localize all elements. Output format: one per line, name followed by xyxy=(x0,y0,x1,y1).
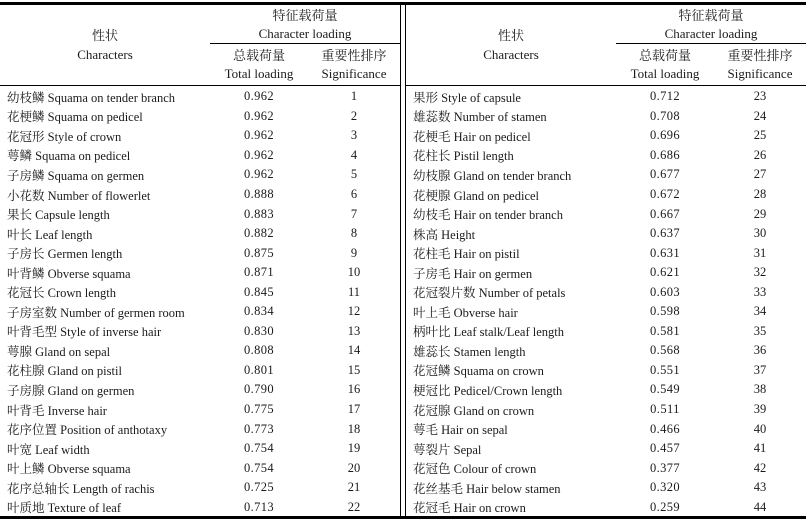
subheaders xyxy=(210,44,400,85)
character-name-cell: 花柱毛 Hair on pistil xyxy=(413,247,520,262)
character-name-cell: 花梗鳞 Squama on pedicel xyxy=(7,110,143,125)
significance-rank-cell: 17 xyxy=(347,402,361,417)
character-name-cell: 花冠长 Crown length xyxy=(7,286,117,301)
total-loading-cell: 0.845 xyxy=(243,284,275,299)
total-loading-cell: 0.551 xyxy=(649,362,681,377)
character-name-cell: 幼枝鳞 Squama on tender branch xyxy=(7,90,176,105)
total-loading-cell: 0.875 xyxy=(243,245,275,260)
significance-rank-cell: 3 xyxy=(350,128,358,143)
loading-header-zh: 特征载荷量 xyxy=(272,8,338,23)
total-loading-cell: 0.834 xyxy=(243,304,275,319)
total-loading-header-en: Total loading xyxy=(630,65,700,81)
significance-rank-cell: 24 xyxy=(753,108,767,123)
table-row xyxy=(406,497,806,517)
significance-rank-cell: 34 xyxy=(753,304,767,319)
significance-rank-cell: 32 xyxy=(753,265,767,280)
total-loading-cell: 0.672 xyxy=(649,187,681,201)
character-name-cell: 果长 Capsule length xyxy=(7,208,110,223)
significance-rank-cell: 18 xyxy=(347,421,361,436)
table-body-left xyxy=(0,86,400,517)
character-name-cell: 梗冠比 Pedicel/Crown length xyxy=(413,383,563,398)
character-name-cell: 叶背毛型 Style of inverse hair xyxy=(7,325,162,340)
character-name-cell: 花冠鳞 Squama on crown xyxy=(413,364,544,379)
table-row xyxy=(406,107,806,127)
character-name-cell: 花序位置 Position of anthotaxy xyxy=(7,423,168,438)
character-name-cell: 果形 Style of capsule xyxy=(413,90,521,105)
table-row xyxy=(0,146,400,166)
character-loading-group-header xyxy=(210,5,400,44)
significance-rank-cell: 8 xyxy=(350,226,358,241)
character-name-cell: 花梗毛 Hair on pedicel xyxy=(413,129,531,144)
total-loading-cell: 0.686 xyxy=(649,147,681,162)
total-loading-header-zh: 总载荷量 xyxy=(232,47,285,63)
significance-rank-cell: 1 xyxy=(350,89,358,104)
character-name-cell: 叶宽 Leaf width xyxy=(7,442,90,457)
total-loading-cell: 0.667 xyxy=(649,206,681,221)
table-header-right xyxy=(406,5,806,86)
significance-rank-cell: 7 xyxy=(350,206,358,221)
total-loading-cell: 0.259 xyxy=(649,499,681,514)
table-row xyxy=(406,185,806,205)
total-loading-cell: 0.696 xyxy=(649,128,681,143)
characters-header-zh: 性状 xyxy=(497,28,524,43)
total-loading-cell: 0.713 xyxy=(243,499,275,514)
total-loading-cell: 0.637 xyxy=(649,226,681,241)
table-row xyxy=(0,87,400,107)
total-loading-cell: 0.888 xyxy=(243,187,275,201)
total-loading-cell: 0.725 xyxy=(243,480,275,495)
character-name-cell: 萼腺 Gland on sepal xyxy=(7,344,111,359)
table-row xyxy=(406,400,806,420)
table-row xyxy=(406,146,806,166)
table-row xyxy=(406,204,806,224)
table-row xyxy=(0,322,400,342)
total-loading-cell: 0.708 xyxy=(649,108,681,123)
character-name-cell: 花丝基毛 Hair below stamen xyxy=(413,481,561,496)
table-row xyxy=(406,361,806,381)
significance-rank-cell: 29 xyxy=(753,206,767,221)
significance-header-en: Significance xyxy=(321,65,387,81)
character-name-cell: 叶上鳞 Obverse squama xyxy=(7,462,131,477)
significance-rank-cell: 40 xyxy=(753,421,767,436)
total-loading-cell: 0.377 xyxy=(649,460,681,475)
table-row xyxy=(0,361,400,381)
significance-rank-cell: 19 xyxy=(347,441,361,456)
column-header-significance xyxy=(308,44,400,85)
column-group-character-loading xyxy=(616,5,806,85)
character-name-cell: 子房鳞 Squama on germen xyxy=(7,168,145,183)
table-body-right xyxy=(406,86,806,517)
loading-header-zh: 特征载荷量 xyxy=(678,8,744,23)
table-row xyxy=(0,419,400,439)
total-loading-cell: 0.808 xyxy=(243,343,275,358)
table-row xyxy=(0,497,400,517)
significance-rank-cell: 14 xyxy=(347,343,361,358)
total-loading-cell: 0.962 xyxy=(243,167,275,182)
significance-rank-cell: 6 xyxy=(350,187,358,201)
character-name-cell: 萼毛 Hair on sepal xyxy=(413,423,508,438)
character-name-cell: 花冠毛 Hair on crown xyxy=(413,501,526,516)
table-row xyxy=(406,478,806,498)
total-loading-cell: 0.712 xyxy=(649,89,681,104)
significance-rank-cell: 44 xyxy=(753,499,767,514)
significance-rank-cell: 10 xyxy=(347,265,361,280)
total-loading-cell: 0.677 xyxy=(649,167,681,182)
table-left-half xyxy=(0,5,400,517)
character-name-cell: 子房长 Germen length xyxy=(7,247,123,262)
significance-rank-cell: 12 xyxy=(347,304,361,319)
significance-rank-cell: 2 xyxy=(350,108,358,123)
table-row xyxy=(0,204,400,224)
total-loading-cell: 0.883 xyxy=(243,206,275,221)
total-loading-cell: 0.801 xyxy=(243,362,275,377)
table-row xyxy=(406,322,806,342)
significance-header-zh: 重要性排序 xyxy=(727,47,793,63)
character-name-cell: 花冠形 Style of crown xyxy=(7,129,122,144)
table-header-left xyxy=(0,5,400,86)
total-loading-cell: 0.457 xyxy=(649,441,681,456)
total-loading-cell: 0.962 xyxy=(243,89,275,104)
total-loading-cell: 0.621 xyxy=(649,265,681,280)
characters-header-zh: 性状 xyxy=(91,28,118,43)
significance-rank-cell: 25 xyxy=(753,128,767,143)
significance-rank-cell: 15 xyxy=(347,362,361,377)
total-loading-cell: 0.882 xyxy=(243,226,275,241)
table-row xyxy=(0,380,400,400)
significance-rank-cell: 38 xyxy=(753,382,767,397)
character-name-cell: 花梗腺 Gland on pedicel xyxy=(413,188,540,203)
character-name-cell: 雄蕊长 Stamen length xyxy=(413,344,526,359)
table-row xyxy=(406,263,806,283)
character-name-cell: 柄叶比 Leaf stalk/Leaf length xyxy=(413,325,564,340)
character-loading-table xyxy=(0,2,806,519)
table-row xyxy=(0,302,400,322)
significance-rank-cell: 30 xyxy=(753,226,767,241)
loading-header-en: Character loading xyxy=(664,26,758,41)
table-row xyxy=(0,400,400,420)
table-row xyxy=(0,478,400,498)
significance-header-zh: 重要性排序 xyxy=(321,47,387,63)
total-loading-cell: 0.790 xyxy=(243,382,275,397)
column-header-significance xyxy=(714,44,806,85)
total-loading-cell: 0.830 xyxy=(243,323,275,338)
characters-header-en: Characters xyxy=(77,47,133,62)
significance-rank-cell: 39 xyxy=(753,402,767,417)
total-loading-cell: 0.962 xyxy=(243,108,275,123)
table-right-half xyxy=(406,5,806,517)
total-loading-header-en: Total loading xyxy=(224,65,294,81)
column-header-characters xyxy=(406,5,616,85)
table-row xyxy=(406,302,806,322)
character-name-cell: 小花数 Number of flowerlet xyxy=(7,188,151,203)
table-row xyxy=(0,107,400,127)
significance-rank-cell: 20 xyxy=(347,460,361,475)
significance-rank-cell: 11 xyxy=(347,284,361,299)
table-row xyxy=(0,165,400,185)
table-row xyxy=(406,87,806,107)
character-name-cell: 叶质地 Texture of leaf xyxy=(7,501,122,516)
table-row xyxy=(406,282,806,302)
significance-rank-cell: 35 xyxy=(753,323,767,338)
table-row xyxy=(406,341,806,361)
character-name-cell: 叶背鳞 Obverse squama xyxy=(7,266,131,281)
table-row xyxy=(0,126,400,146)
total-loading-cell: 0.598 xyxy=(649,304,681,319)
character-name-cell: 株高 Height xyxy=(413,227,476,242)
loading-header-en: Character loading xyxy=(258,26,352,41)
significance-rank-cell: 21 xyxy=(347,480,361,495)
total-loading-header-zh: 总载荷量 xyxy=(638,47,691,63)
significance-rank-cell: 27 xyxy=(753,167,767,182)
character-name-cell: 萼鳞 Squama on pedicel xyxy=(7,149,131,164)
character-name-cell: 子房腺 Gland on germen xyxy=(7,383,135,398)
total-loading-cell: 0.962 xyxy=(243,128,275,143)
character-name-cell: 花冠腺 Gland on crown xyxy=(413,403,535,418)
significance-rank-cell: 28 xyxy=(753,187,767,201)
total-loading-cell: 0.754 xyxy=(243,460,275,475)
character-name-cell: 幼枝腺 Gland on tender branch xyxy=(413,168,572,183)
significance-rank-cell: 42 xyxy=(753,460,767,475)
character-name-cell: 子房毛 Hair on germen xyxy=(413,266,533,281)
table-row xyxy=(406,243,806,263)
table-row xyxy=(0,439,400,459)
column-group-character-loading xyxy=(210,5,400,85)
total-loading-cell: 0.631 xyxy=(649,245,681,260)
total-loading-cell: 0.320 xyxy=(649,480,681,495)
table-row xyxy=(0,243,400,263)
significance-rank-cell: 4 xyxy=(350,147,358,162)
character-name-cell: 雄蕊数 Number of stamen xyxy=(413,110,547,125)
significance-rank-cell: 16 xyxy=(347,382,361,397)
significance-rank-cell: 31 xyxy=(753,245,767,260)
total-loading-cell: 0.466 xyxy=(649,421,681,436)
table-row xyxy=(406,126,806,146)
total-loading-cell: 0.871 xyxy=(243,265,275,280)
total-loading-cell: 0.775 xyxy=(243,402,275,417)
character-name-cell: 花柱腺 Gland on pistil xyxy=(7,364,122,379)
significance-rank-cell: 26 xyxy=(753,147,767,162)
character-name-cell: 花序总轴长 Length of rachis xyxy=(7,481,155,496)
character-name-cell: 叶上毛 Obverse hair xyxy=(413,305,518,320)
subheaders xyxy=(616,44,806,85)
column-header-characters xyxy=(0,5,210,85)
significance-rank-cell: 33 xyxy=(753,284,767,299)
total-loading-cell: 0.568 xyxy=(649,343,681,358)
table-row xyxy=(0,282,400,302)
table-row xyxy=(406,224,806,244)
character-loading-group-header xyxy=(616,5,806,44)
table-row xyxy=(406,380,806,400)
column-header-total-loading xyxy=(210,44,308,85)
character-name-cell: 子房室数 Number of germen room xyxy=(7,305,185,320)
significance-rank-cell: 22 xyxy=(347,499,361,514)
character-name-cell: 幼枝毛 Hair on tender branch xyxy=(413,208,563,223)
total-loading-cell: 0.581 xyxy=(649,323,681,338)
character-name-cell: 花柱长 Pistil length xyxy=(413,149,514,164)
table-row xyxy=(0,263,400,283)
table-row xyxy=(406,458,806,478)
column-header-total-loading xyxy=(616,44,714,85)
significance-rank-cell: 36 xyxy=(753,343,767,358)
significance-rank-cell: 43 xyxy=(753,480,767,495)
table-row xyxy=(0,341,400,361)
table-row xyxy=(406,165,806,185)
total-loading-cell: 0.962 xyxy=(243,147,275,162)
table-row xyxy=(406,419,806,439)
total-loading-cell: 0.773 xyxy=(243,421,275,436)
significance-rank-cell: 37 xyxy=(753,362,767,377)
character-name-cell: 花冠裂片数 Number of petals xyxy=(413,286,566,301)
significance-rank-cell: 13 xyxy=(347,323,361,338)
table-row xyxy=(406,439,806,459)
table-row xyxy=(0,458,400,478)
significance-rank-cell: 41 xyxy=(753,441,767,456)
character-name-cell: 花冠色 Colour of crown xyxy=(413,462,537,477)
character-name-cell: 萼裂片 Sepal xyxy=(413,442,482,457)
significance-rank-cell: 5 xyxy=(350,167,358,182)
total-loading-cell: 0.549 xyxy=(649,382,681,397)
total-loading-cell: 0.754 xyxy=(243,441,275,456)
total-loading-cell: 0.603 xyxy=(649,284,681,299)
table-row xyxy=(0,224,400,244)
total-loading-cell: 0.511 xyxy=(650,402,680,417)
character-name-cell: 叶长 Leaf length xyxy=(7,227,93,242)
table-row xyxy=(0,185,400,205)
characters-header-en: Characters xyxy=(483,47,539,62)
significance-header-en: Significance xyxy=(727,65,793,81)
significance-rank-cell: 9 xyxy=(350,245,358,260)
character-name-cell: 叶背毛 Inverse hair xyxy=(7,403,107,418)
significance-rank-cell: 23 xyxy=(753,89,767,104)
